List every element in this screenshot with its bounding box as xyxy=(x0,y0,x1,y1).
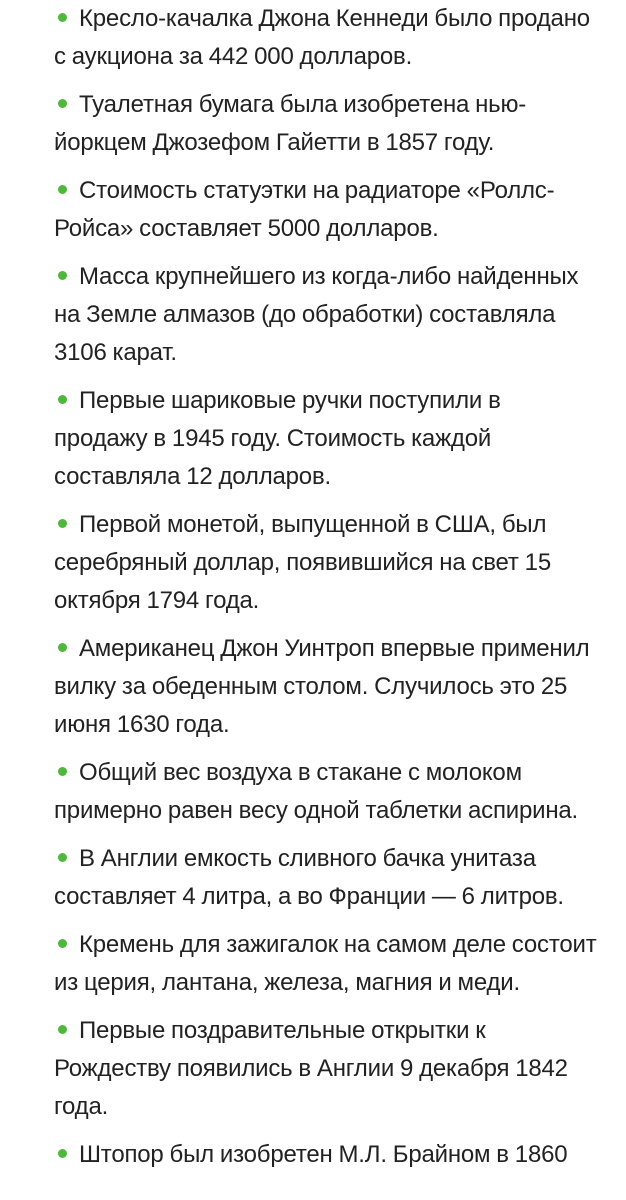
list-item xyxy=(0,506,626,620)
fact-text: Стоимость статуэтки на радиаторе «Роллс-Ройса» составляет 5000 долларов. xyxy=(54,177,555,242)
list-item xyxy=(0,1136,626,1174)
bullet-icon xyxy=(58,1149,67,1158)
fact-text: Общий вес воздуха в стакане с молоком примерно равен весу одной таблетки аспирина. xyxy=(54,759,578,824)
list-item xyxy=(0,1012,626,1126)
fact-text: Туалетная бумага была изобретена нью-йоркцем Джозефом Гайетти в 1857 году. xyxy=(54,91,527,156)
fact-text: Масса крупнейшего из когда-либо найденных на Земле алмазов (до обработки) составляла 3106 карат. xyxy=(54,263,579,366)
fact-text: Кресло-качалка Джона Кеннеди было проданo с аукциона за 442 000 долларов. xyxy=(54,5,590,70)
fact-text: Первой монетой, выпущенной в США, был серебряный доллар, появившийся на свет 15 октября 1794 года. xyxy=(54,511,551,614)
bullet-icon xyxy=(58,13,67,22)
list-item xyxy=(0,382,626,496)
fact-text: Штопор был изобретен М.Л. Брайном в 1860 xyxy=(79,1141,568,1168)
bullet-icon xyxy=(58,519,67,528)
fact-text: Первые поздравительные открытки к Рождеству появились в Англии 9 декабря 1842 года. xyxy=(54,1017,568,1120)
fact-text: В Англии емкость сливного бачка унитаза составляет 4 литра, а во Франции — 6 литров. xyxy=(54,845,564,910)
fact-text: Американец Джон Уинтроп впервые применил вилку за обеденным столом. Случилось это 25 июня 1630 года. xyxy=(54,635,590,738)
bullet-icon xyxy=(58,643,67,652)
list-item xyxy=(0,258,626,372)
list-item xyxy=(0,926,626,1002)
bullet-icon xyxy=(58,271,67,280)
bullet-icon xyxy=(58,939,67,948)
bullet-icon xyxy=(58,767,67,776)
bullet-icon xyxy=(58,853,67,862)
list-item xyxy=(0,172,626,248)
bullet-icon xyxy=(58,395,67,404)
list-item xyxy=(0,86,626,162)
list-item xyxy=(0,630,626,744)
bullet-icon xyxy=(58,1025,67,1034)
list-item xyxy=(0,754,626,830)
fact-text: Кремень для зажигалок на самом деле состоит из церия, лантана, железа, магния и меди. xyxy=(54,931,597,996)
bullet-icon xyxy=(58,99,67,108)
bullet-icon xyxy=(58,185,67,194)
fact-text: Первые шариковые ручки поступили в продажу в 1945 году. Стоимость каждой составляла 12 долларов. xyxy=(54,387,501,490)
list-item xyxy=(0,840,626,916)
list-item xyxy=(0,0,626,76)
